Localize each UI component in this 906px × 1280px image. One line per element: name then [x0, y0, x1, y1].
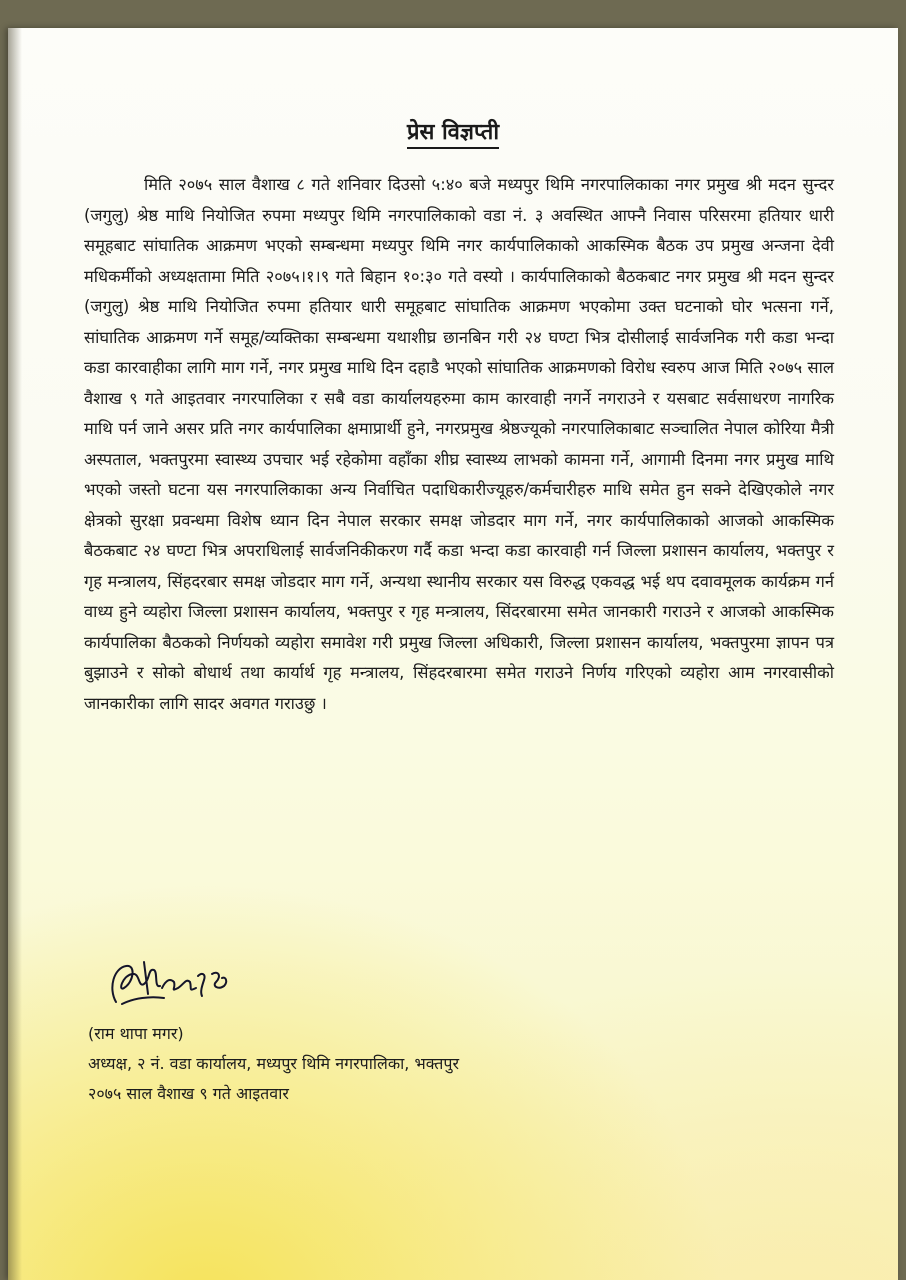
document-title: प्रेस विज्ञप्ती: [407, 120, 499, 149]
signer-title: अध्यक्ष, २ नं. वडा कार्यालय, मध्यपुर थिमि नगरपालिका, भक्तपुर: [88, 1054, 460, 1073]
signer-date: २०७५ साल वैशाख ९ गते आइतवार: [88, 1084, 289, 1103]
paper-edge-shadow: [8, 28, 22, 1280]
document-sheet: [8, 28, 898, 1280]
body-paragraph: मिति २०७५ साल वैशाख ८ गते शनिवार दिउसो ५:४० बजे मध्यपुर थिमि नगरपालिकाका नगर प्रमुख श्री मदन सुन्दर (जगुलु) श्रेष्ठ माथि नियोजित रुपमा मध्यपुर थिमि नगरपालिकाको वडा नं. ३ अवस्थित आफ्नै निवास परिसरमा हतियार धारी समूहबाट सांघातिक आक्रमण भएको सम्बन्धमा मध्यपुर थिमि नगर कार्यपालिकाको आकस्मिक बैठक उप प्रमुख अन्जना देवी मधिकर्मीको अध्यक्षतामा मिति २०७५।१।९ गते बिहान १०:३० गते वस्यो । कार्यपालिकाको बैठकबाट नगर प्रमुख श्री मदन सुन्दर (जगुलु) श्रेष्ठ माथि नियोजित रुपमा हतियार धारी समूहबाट सांघातिक आक्रमण भएकोमा उक्त घटनाको घोर भत्सना गर्ने, सांघातिक आक्रमण गर्ने समूह/व्यक्तिका सम्बन्धमा यथाशीघ्र छानबिन गरी २४ घण्टा भित्र दोसीलाई सार्वजनिक गरी कडा भन्दा कडा कारवाहीका लागि माग गर्ने, नगर प्रमुख माथि दिन दहाडै भएको सांघातिक आक्रमणको विरोध स्वरुप आज मिति २०७५ साल वैशाख ९ गते आइतवार नगरपालिका र सबै वडा कार्यालयहरुमा काम कारवाही नगर्ने नगराउने र यसबाट सर्वसाधरण नागरिक माथि पर्न जाने असर प्रति नगर कार्यपालिका क्षमाप्रार्थी हुने, नगरप्रमुख श्रेष्ठज्यूको नगरपालिकाबाट सञ्चालित नेपाल कोरिया मैत्री अस्पताल, भक्तपुरमा स्वास्थ्य उपचार भई रहेकोमा वहाँका शीघ्र स्वास्थ्य लाभको कामना गर्ने, आगामी दिनमा नगर प्रमुख माथि भएको जस्तो घटना यस नगरपालिकाका अन्य निर्वाचित पदाधिकारीज्यूहरु/कर्मचारीहरु माथि समेत हुन सक्ने देखिएकोले नगर क्षेत्रको सुरक्षा प्रवन्धमा विशेष ध्यान दिन नेपाल सरकार समक्ष जोडदार माग गर्ने, नगर कार्यपालिकाको आजको आकस्मिक बैठकबाट २४ घण्टा भित्र अपराधिलाई सार्वजनिकीकरण गर्दै कडा भन्दा कडा कारवाही गर्न जिल्ला प्रशासन कार्यालय, भक्तपुर र गृह मन्त्रालय, सिंहदरबार समक्ष जोडदार माग गर्ने, अन्यथा स्थानीय सरकार यस विरुद्ध एकवद्ध भई थप दवावमूलक कार्यक्रम गर्न वाध्य हुने व्यहोरा जिल्ला प्रशासन कार्यालय, भक्तपुर र गृह मन्त्रालय, सिंदरबारमा समेत जानकारी गराउने र आजको आकस्मिक कार्यपालिका बैठकको निर्णयको व्यहोरा समावेश गरी प्रमुख जिल्ला अधिकारी, जिल्ला प्रशासन कार्यालय, भक्तपुरमा ज्ञापन पत्र बुझाउने र सोको बोधार्थ तथा कार्यार्थ गृह मन्त्रालय, सिंहदरबारमा समेत गराउने निर्णय गरिएको व्यहोरा आम नगरवासीको जानकारीका लागि सादर अवगत गराउछु ।: [84, 175, 834, 713]
signer-name: (राम थापा मगर): [88, 1024, 184, 1043]
document-body: [84, 170, 834, 719]
document-title-wrap: [8, 116, 898, 146]
handwritten-signature: [104, 958, 244, 1018]
